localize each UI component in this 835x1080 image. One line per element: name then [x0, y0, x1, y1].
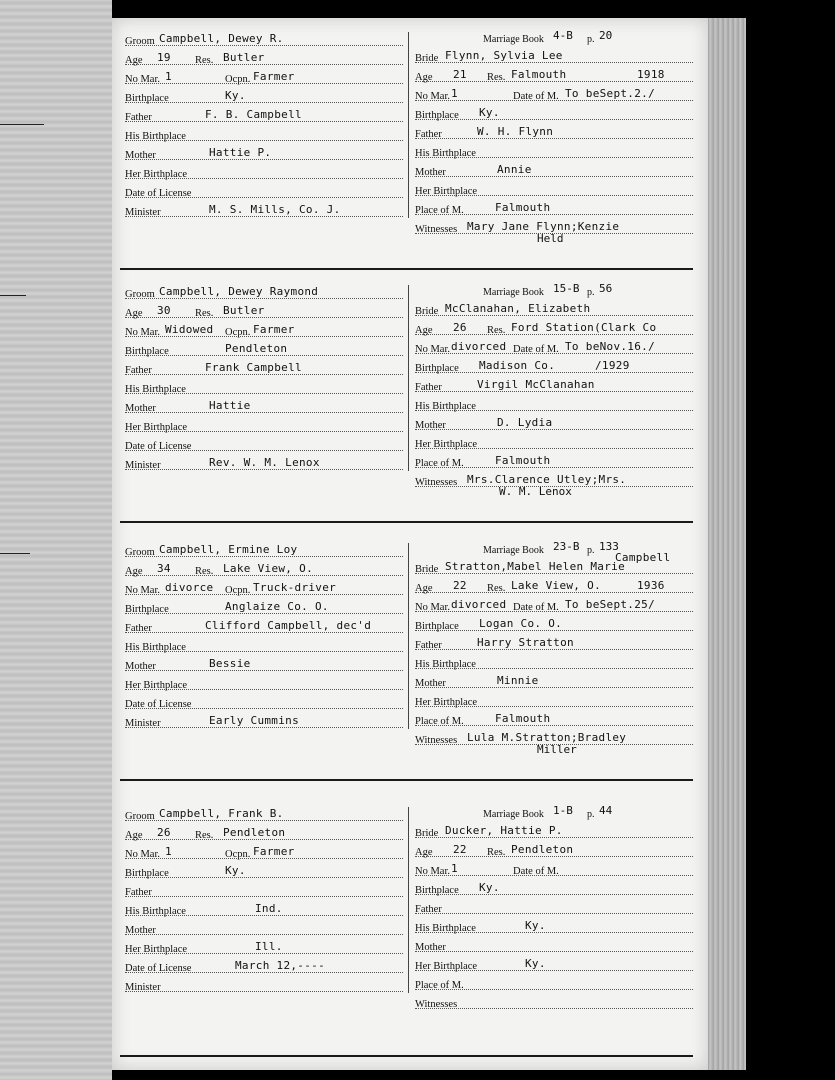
birthplace-label: Birthplace	[415, 621, 459, 632]
groom-father: Clifford Campbell, dec'd	[205, 619, 372, 632]
bride-mother: Minnie	[497, 674, 539, 687]
record-separator	[120, 1055, 693, 1057]
father-row	[125, 619, 403, 638]
no_mar-label: No Mar.	[125, 849, 160, 860]
groom-no-mar: divorce	[165, 581, 214, 594]
bride-no-mar: 1	[451, 87, 458, 100]
bride-name-extra: Campbell	[615, 551, 671, 564]
groom-res: Pendleton	[223, 826, 286, 839]
her_birthplace-label: Her Birthplace	[125, 169, 188, 180]
mother-row	[125, 146, 403, 165]
groom-date-of-license: March 12,----	[235, 959, 325, 972]
her-birthplace-row	[125, 676, 403, 695]
date_of_m-label: Date of M.	[513, 91, 559, 102]
groom-ocpn: Farmer	[253, 845, 295, 858]
dotted-line	[125, 896, 403, 897]
date_of_license-label: Date of License	[125, 188, 192, 199]
bride-label: Bride	[415, 828, 439, 839]
marriage-book-number: 1-B	[553, 804, 573, 817]
scan-left-margin	[0, 0, 112, 1080]
her-birthplace-row	[125, 418, 403, 437]
groom-label: Groom	[125, 36, 155, 47]
page-label: p.	[587, 287, 595, 298]
dotted-line	[415, 176, 693, 177]
dotted-line	[125, 412, 403, 413]
his-birthplace-row	[125, 380, 403, 399]
her-birthplace-row	[415, 435, 693, 454]
age-label: Age	[125, 55, 143, 66]
minister-label: Minister	[125, 460, 161, 471]
no_mar-label: No Mar.	[415, 344, 450, 355]
res-label: Res.	[487, 72, 506, 83]
bride-res: Pendleton	[511, 843, 574, 856]
groom-age: 26	[157, 826, 171, 839]
birthplace-label: Birthplace	[415, 363, 459, 374]
bride-record	[415, 29, 693, 245]
groom-name: Campbell, Ermine Loy	[159, 543, 298, 556]
groom-no-mar: 1	[165, 70, 172, 83]
groom-no-mar: 1	[165, 845, 172, 858]
marriage-book-label: Marriage Book	[483, 545, 544, 556]
record-separator	[120, 268, 693, 270]
groom-minister: M. S. Mills, Co. J.	[209, 203, 341, 216]
res-label: Res.	[195, 830, 214, 841]
her_birthplace-label: Her Birthplace	[125, 680, 188, 691]
witnesses-label: Witnesses	[415, 999, 458, 1010]
groom-minister: Rev. W. M. Lenox	[209, 456, 320, 469]
bride-label: Bride	[415, 306, 439, 317]
dotted-line	[415, 429, 693, 430]
his-birthplace-row	[415, 144, 693, 163]
his-birthplace-row	[415, 655, 693, 674]
margin-mark	[0, 295, 26, 296]
date_of_license-label: Date of License	[125, 963, 192, 974]
marriage-book-label: Marriage Book	[483, 287, 544, 298]
minister-label: Minister	[125, 207, 161, 218]
date_of_license-label: Date of License	[125, 699, 192, 710]
place_of_m-label: Place of M.	[415, 716, 464, 727]
bride-res: Lake View, O.	[511, 579, 601, 592]
groom-age: 34	[157, 562, 171, 575]
res-label: Res.	[487, 325, 506, 336]
date_of_license-label: Date of License	[125, 441, 192, 452]
bride-record	[415, 805, 693, 1014]
age-label: Age	[415, 72, 433, 83]
bride-record	[415, 282, 693, 498]
mother-label: Mother	[125, 150, 156, 161]
groom-label: Groom	[125, 289, 155, 300]
margin-mark	[0, 553, 30, 554]
page-label: p.	[587, 809, 595, 820]
bride-age: 26	[453, 321, 467, 334]
bride-record	[415, 540, 693, 756]
bride-date-of-m: To beNov.16./	[565, 340, 655, 353]
bride-father: W. H. Flynn	[477, 125, 554, 138]
res-label: Res.	[487, 847, 506, 858]
groom-age: 19	[157, 51, 171, 64]
mother-label: Mother	[415, 678, 446, 689]
record-separator	[120, 521, 693, 523]
bride-name: Stratton,Mabel Helen Marie	[445, 560, 625, 573]
dotted-line	[125, 991, 403, 992]
bride-age: 22	[453, 579, 467, 592]
bride-place-of-m: Falmouth	[495, 454, 551, 467]
bride-father: Harry Stratton	[477, 636, 574, 649]
bride-date-of-m: To beSept.2./	[565, 87, 655, 100]
groom-minister: Early Cummins	[209, 714, 299, 727]
groom-record	[125, 32, 403, 222]
minister-row	[125, 203, 403, 222]
bride-age: 21	[453, 68, 467, 81]
page-label: p.	[587, 34, 595, 45]
bride-mother: D. Lydia	[497, 416, 553, 429]
bride-birthplace: Ky.	[479, 106, 500, 119]
witnesses-label: Witnesses	[415, 735, 458, 746]
no_mar-label: No Mar.	[415, 866, 450, 877]
groom-res: Butler	[223, 51, 265, 64]
mother-label: Mother	[415, 420, 446, 431]
no-mar-row	[415, 862, 693, 881]
minister-row	[125, 978, 403, 997]
age-label: Age	[125, 566, 143, 577]
page-label: p.	[587, 545, 595, 556]
bride-name: McClanahan, Elizabeth	[445, 302, 591, 315]
res-label: Res.	[195, 308, 214, 319]
groom-father: Frank Campbell	[205, 361, 302, 374]
bride-witnesses: Mrs.Clarence Utley;Mrs.	[467, 473, 627, 486]
groom-mother: Bessie	[209, 657, 251, 670]
mother-label: Mother	[125, 661, 156, 672]
page-number: 44	[599, 804, 613, 817]
page-number: 133	[599, 540, 619, 553]
date_of_m-label: Date of M.	[513, 602, 559, 613]
her_birthplace-label: Her Birthplace	[415, 186, 478, 197]
father-row	[415, 636, 693, 655]
father-row	[125, 361, 403, 380]
his_birthplace-label: His Birthplace	[415, 401, 476, 412]
minister-row	[125, 714, 403, 733]
her_birthplace-label: Her Birthplace	[125, 422, 188, 433]
dotted-line	[415, 687, 693, 688]
age-label: Age	[125, 830, 143, 841]
bride-her-birthplace: Ky.	[525, 957, 546, 970]
father-row	[415, 378, 693, 397]
birthplace-row	[415, 106, 693, 125]
mother-row	[415, 416, 693, 435]
groom-label: Groom	[125, 547, 155, 558]
his_birthplace-label: His Birthplace	[125, 131, 186, 142]
bride-date-of-m: To beSept.25/	[565, 598, 655, 611]
mother-row	[415, 674, 693, 693]
his_birthplace-label: His Birthplace	[415, 659, 476, 670]
her-birthplace-row	[415, 957, 693, 976]
groom-res: Butler	[223, 304, 265, 317]
his_birthplace-label: His Birthplace	[125, 642, 186, 653]
his_birthplace-label: His Birthplace	[125, 906, 186, 917]
groom-his-birthplace: Ind.	[255, 902, 283, 915]
groom-no-mar: Widowed	[165, 323, 214, 336]
father-label: Father	[415, 904, 442, 915]
dotted-line	[125, 934, 403, 935]
date_of_m-label: Date of M.	[513, 344, 559, 355]
minister-label: Minister	[125, 718, 161, 729]
bride-birthplace: Ky.	[479, 881, 500, 894]
ocpn-label: Ocpn.	[225, 327, 251, 338]
bride-res: Ford Station(Clark Co	[511, 321, 657, 334]
mother-row	[415, 163, 693, 182]
age-label: Age	[415, 583, 433, 594]
bride-year: 1936	[637, 579, 665, 592]
groom-ocpn: Farmer	[253, 323, 295, 336]
res-label: Res.	[487, 583, 506, 594]
bride-birthplace-year: /1929	[595, 359, 630, 372]
no_mar-label: No Mar.	[415, 602, 450, 613]
witnesses-row	[415, 995, 693, 1014]
bride-witnesses: Lula M.Stratton;Bradley	[467, 731, 627, 744]
bride-witnesses-continued: W. M. Lenox	[499, 485, 572, 498]
father-label: Father	[125, 365, 152, 376]
minister-label: Minister	[125, 982, 161, 993]
bride-year: 1918	[637, 68, 665, 81]
column-divider	[408, 543, 409, 729]
bride-no-mar: 1	[451, 862, 458, 875]
place_of_m-label: Place of M.	[415, 458, 464, 469]
marriage-book-number: 4-B	[553, 29, 573, 42]
birthplace-label: Birthplace	[125, 346, 169, 357]
birthplace-row	[125, 864, 403, 883]
no-mar-row	[125, 70, 403, 89]
ocpn-label: Ocpn.	[225, 849, 251, 860]
bride-mother: Annie	[497, 163, 532, 176]
bride-no-mar: divorced	[451, 340, 507, 353]
column-divider	[408, 32, 409, 218]
bride-age: 22	[453, 843, 467, 856]
res-label: Res.	[195, 55, 214, 66]
father-label: Father	[415, 129, 442, 140]
scan-right-edge	[708, 18, 746, 1070]
date-of-license-row	[125, 959, 403, 978]
marriage-book-label: Marriage Book	[483, 809, 544, 820]
witnesses-label: Witnesses	[415, 477, 458, 488]
bride-birthplace: Madison Co.	[479, 359, 556, 372]
mother-row	[415, 938, 693, 957]
margin-mark	[0, 124, 44, 125]
page-number: 20	[599, 29, 613, 42]
witnesses-label: Witnesses	[415, 224, 458, 235]
mother-label: Mother	[415, 167, 446, 178]
groom-age: 30	[157, 304, 171, 317]
mother-label: Mother	[125, 403, 156, 414]
his-birthplace-row	[125, 638, 403, 657]
ocpn-label: Ocpn.	[225, 585, 251, 596]
groom-her-birthplace: Ill.	[255, 940, 283, 953]
birthplace-label: Birthplace	[125, 93, 169, 104]
his_birthplace-label: His Birthplace	[125, 384, 186, 395]
groom-name: Campbell, Dewey Raymond	[159, 285, 319, 298]
groom-birthplace: Ky.	[225, 89, 246, 102]
groom-name: Campbell, Dewey R.	[159, 32, 284, 45]
bride-place-of-m: Falmouth	[495, 201, 551, 214]
bride-label: Bride	[415, 564, 439, 575]
no_mar-label: No Mar.	[415, 91, 450, 102]
his-birthplace-row	[125, 902, 403, 921]
her-birthplace-row	[125, 165, 403, 184]
mother-row	[125, 399, 403, 418]
column-divider	[408, 285, 409, 471]
date_of_m-label: Date of M.	[513, 866, 559, 877]
groom-birthplace: Ky.	[225, 864, 246, 877]
bride-witnesses: Mary Jane Flynn;Kenzie	[467, 220, 620, 233]
no_mar-label: No Mar.	[125, 327, 160, 338]
groom-father: F. B. Campbell	[205, 108, 302, 121]
groom-record	[125, 543, 403, 733]
her-birthplace-row	[415, 693, 693, 712]
groom-mother: Hattie	[209, 399, 251, 412]
no_mar-label: No Mar.	[125, 74, 160, 85]
father-label: Father	[415, 640, 442, 651]
groom-ocpn: Farmer	[253, 70, 295, 83]
dotted-line	[415, 138, 693, 139]
age-label: Age	[125, 308, 143, 319]
bride-name: Flynn, Sylvia Lee	[445, 49, 563, 62]
column-divider	[408, 807, 409, 993]
father-row	[125, 108, 403, 127]
dotted-line	[415, 913, 693, 914]
bride-label: Bride	[415, 53, 439, 64]
marriage-book-label: Marriage Book	[483, 34, 544, 45]
mother-label: Mother	[125, 925, 156, 936]
father-label: Father	[415, 382, 442, 393]
birthplace-row	[415, 881, 693, 900]
dotted-line	[415, 951, 693, 952]
record-separator	[120, 779, 693, 781]
bride-res: Falmouth	[511, 68, 567, 81]
her_birthplace-label: Her Birthplace	[415, 439, 478, 450]
her_birthplace-label: Her Birthplace	[415, 961, 478, 972]
birthplace-label: Birthplace	[415, 110, 459, 121]
bride-witnesses-continued: Held	[537, 232, 564, 245]
groom-record	[125, 285, 403, 475]
bride-father: Virgil McClanahan	[477, 378, 595, 391]
page-number: 56	[599, 282, 613, 295]
bride-his-birthplace: Ky.	[525, 919, 546, 932]
birthplace-label: Birthplace	[125, 868, 169, 879]
place-of-m-row	[415, 976, 693, 995]
father-label: Father	[125, 623, 152, 634]
res-label: Res.	[195, 566, 214, 577]
her_birthplace-label: Her Birthplace	[125, 944, 188, 955]
ocpn-label: Ocpn.	[225, 74, 251, 85]
his-birthplace-row	[415, 397, 693, 416]
marriage-book-number: 15-B	[553, 282, 580, 295]
dotted-line	[125, 670, 403, 671]
bride-birthplace: Logan Co. O.	[479, 617, 563, 630]
groom-label: Groom	[125, 811, 155, 822]
minister-row	[125, 456, 403, 475]
no-mar-row	[125, 845, 403, 864]
mother-row	[125, 657, 403, 676]
groom-record	[125, 807, 403, 997]
bride-no-mar: divorced	[451, 598, 507, 611]
no_mar-label: No Mar.	[125, 585, 160, 596]
groom-birthplace: Pendleton	[225, 342, 288, 355]
mother-label: Mother	[415, 942, 446, 953]
father-label: Father	[125, 112, 152, 123]
bride-place-of-m: Falmouth	[495, 712, 551, 725]
bride-witnesses-continued: Miller	[537, 743, 577, 756]
his_birthplace-label: His Birthplace	[415, 148, 476, 159]
no-mar-row	[415, 87, 693, 106]
age-label: Age	[415, 325, 433, 336]
marriage-book-number: 23-B	[553, 540, 580, 553]
place_of_m-label: Place of M.	[415, 205, 464, 216]
place_of_m-label: Place of M.	[415, 980, 464, 991]
birthplace-label: Birthplace	[415, 885, 459, 896]
her-birthplace-row	[415, 182, 693, 201]
groom-name: Campbell, Frank B.	[159, 807, 284, 820]
father-row	[415, 900, 693, 919]
age-label: Age	[415, 847, 433, 858]
bride-name: Ducker, Hattie P.	[445, 824, 563, 837]
her_birthplace-label: Her Birthplace	[415, 697, 478, 708]
groom-ocpn: Truck-driver	[253, 581, 337, 594]
groom-res: Lake View, O.	[223, 562, 313, 575]
groom-mother: Hattie P.	[209, 146, 272, 159]
groom-birthplace: Anglaize Co. O.	[225, 600, 329, 613]
father-label: Father	[125, 887, 152, 898]
his_birthplace-label: His Birthplace	[415, 923, 476, 934]
birthplace-label: Birthplace	[125, 604, 169, 615]
father-row	[415, 125, 693, 144]
his-birthplace-row	[415, 919, 693, 938]
